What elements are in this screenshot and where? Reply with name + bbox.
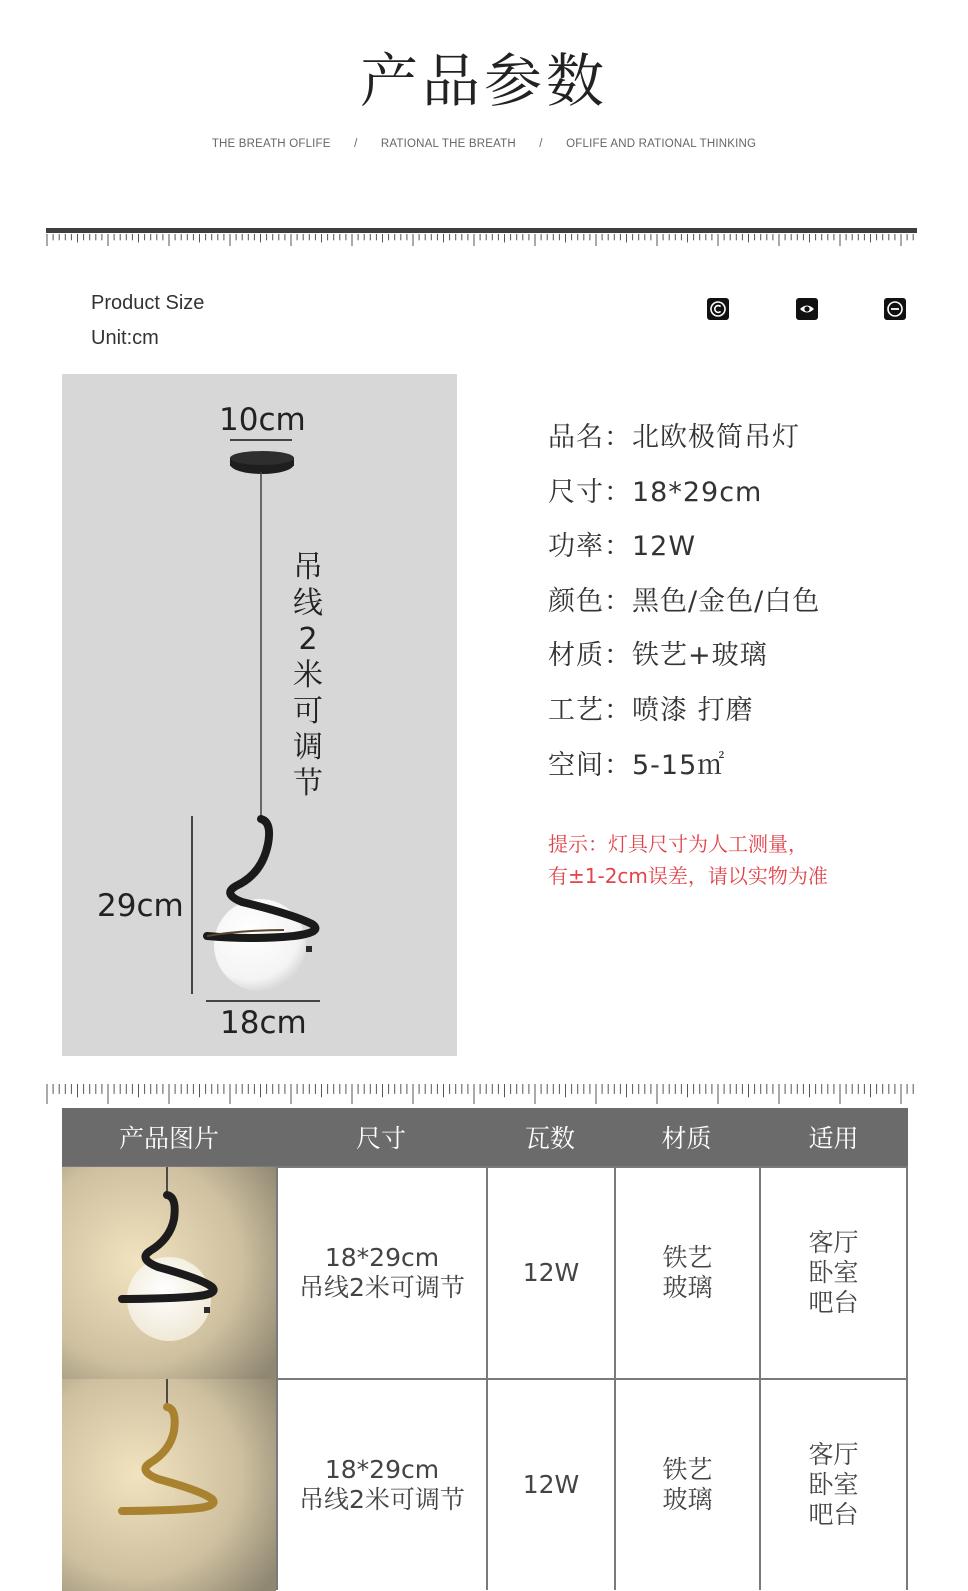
spec-key: 品名： xyxy=(548,422,632,453)
spec-table xyxy=(62,1108,908,1590)
spec-key: 材质： xyxy=(548,640,632,672)
spec-key: 功率： xyxy=(548,531,632,563)
use-value: 卧室 xyxy=(808,1258,859,1287)
product-size-label xyxy=(91,286,204,356)
spec-row xyxy=(548,746,948,801)
material-value: 玻璃 xyxy=(662,1273,713,1302)
header-material: 材质 xyxy=(661,1124,712,1153)
use-cell xyxy=(759,1380,908,1590)
product-diagram xyxy=(62,374,457,1056)
cord-value: 吊线2米可调节 xyxy=(299,1485,465,1514)
height-label: 29cm xyxy=(97,888,184,924)
header-photo: 产品图片 xyxy=(118,1124,219,1153)
spec-list xyxy=(548,418,948,800)
lamp-photo-gold xyxy=(62,1379,276,1591)
width-label: 18cm xyxy=(220,1005,307,1041)
pendant-lamp-drawing xyxy=(62,374,457,1056)
spec-key: 工艺： xyxy=(548,694,632,726)
tagline xyxy=(0,138,968,150)
size-value: 18*29cm xyxy=(324,1455,440,1484)
table-row xyxy=(62,1378,908,1590)
eye-icon xyxy=(796,298,818,320)
size-cell xyxy=(276,1168,486,1378)
spec-row xyxy=(548,527,948,582)
spec-key: 空间： xyxy=(548,749,632,781)
spec-row xyxy=(548,582,948,637)
watt-cell: 12W xyxy=(486,1380,614,1590)
ruler-top xyxy=(46,234,917,256)
product-photo-black xyxy=(62,1168,276,1378)
note-line-1: 提示：灯具尺寸为人工测量， xyxy=(548,832,808,856)
ruler-bar xyxy=(46,228,917,233)
note-line-2: 有±1-2cm误差，请以实物为准 xyxy=(548,864,828,888)
spec-value: 5-15㎡ xyxy=(632,749,726,781)
use-value: 吧台 xyxy=(808,1288,859,1317)
measurement-note xyxy=(548,828,828,892)
spec-value: 黑色/金色/白色 xyxy=(632,585,821,617)
copyright-icon xyxy=(707,298,729,320)
spec-row xyxy=(548,473,948,528)
material-cell xyxy=(614,1380,759,1590)
unit-label: Unit:cm xyxy=(91,327,159,349)
product-photo-gold xyxy=(62,1380,276,1590)
product-size-title: Product Size xyxy=(91,292,205,314)
watt-cell: 12W xyxy=(486,1168,614,1378)
material-value: 玻璃 xyxy=(662,1485,713,1514)
cord-note-vertical: 吊线2米可调节 xyxy=(293,550,323,801)
page-title: 产品参数 xyxy=(359,47,608,115)
spec-row xyxy=(548,636,948,691)
material-value: 铁艺 xyxy=(662,1243,713,1272)
spec-row xyxy=(548,691,948,746)
tagline-sep: / xyxy=(539,138,543,150)
table-row xyxy=(62,1166,908,1378)
size-cell xyxy=(276,1380,486,1590)
header-watt: 瓦数 xyxy=(524,1124,575,1153)
table-header xyxy=(62,1108,908,1166)
spec-key: 尺寸： xyxy=(548,476,632,508)
spec-row xyxy=(548,418,948,473)
spec-value: 北欧极简吊灯 xyxy=(632,422,800,453)
spec-value: 喷漆 打磨 xyxy=(632,694,754,726)
minus-circle-icon xyxy=(884,298,906,320)
size-value: 18*29cm xyxy=(324,1243,440,1272)
use-value: 客厅 xyxy=(808,1228,859,1257)
top-width-label: 10cm xyxy=(219,402,306,438)
use-value: 客厅 xyxy=(808,1440,859,1469)
material-value: 铁艺 xyxy=(662,1455,713,1484)
tagline-sep: / xyxy=(354,138,358,150)
spec-value: 12W xyxy=(632,531,697,563)
spec-value: 18*29cm xyxy=(632,476,763,508)
header-use: 适用 xyxy=(808,1124,859,1153)
use-cell xyxy=(759,1168,908,1378)
use-value: 吧台 xyxy=(808,1500,859,1529)
header-size: 尺寸 xyxy=(355,1124,406,1153)
spec-key: 颜色： xyxy=(548,585,632,617)
spec-value: 铁艺+玻璃 xyxy=(632,640,768,672)
material-cell xyxy=(614,1168,759,1378)
lamp-photo-black xyxy=(62,1167,276,1379)
tagline-1: THE BREATH OFLIFE xyxy=(211,138,331,150)
tagline-3: OFLIFE AND RATIONAL THINKING xyxy=(566,138,757,150)
tagline-2: RATIONAL THE BREATH xyxy=(380,138,516,150)
ruler-bottom xyxy=(46,1084,917,1108)
use-value: 卧室 xyxy=(808,1470,859,1499)
cord-value: 吊线2米可调节 xyxy=(299,1273,465,1302)
